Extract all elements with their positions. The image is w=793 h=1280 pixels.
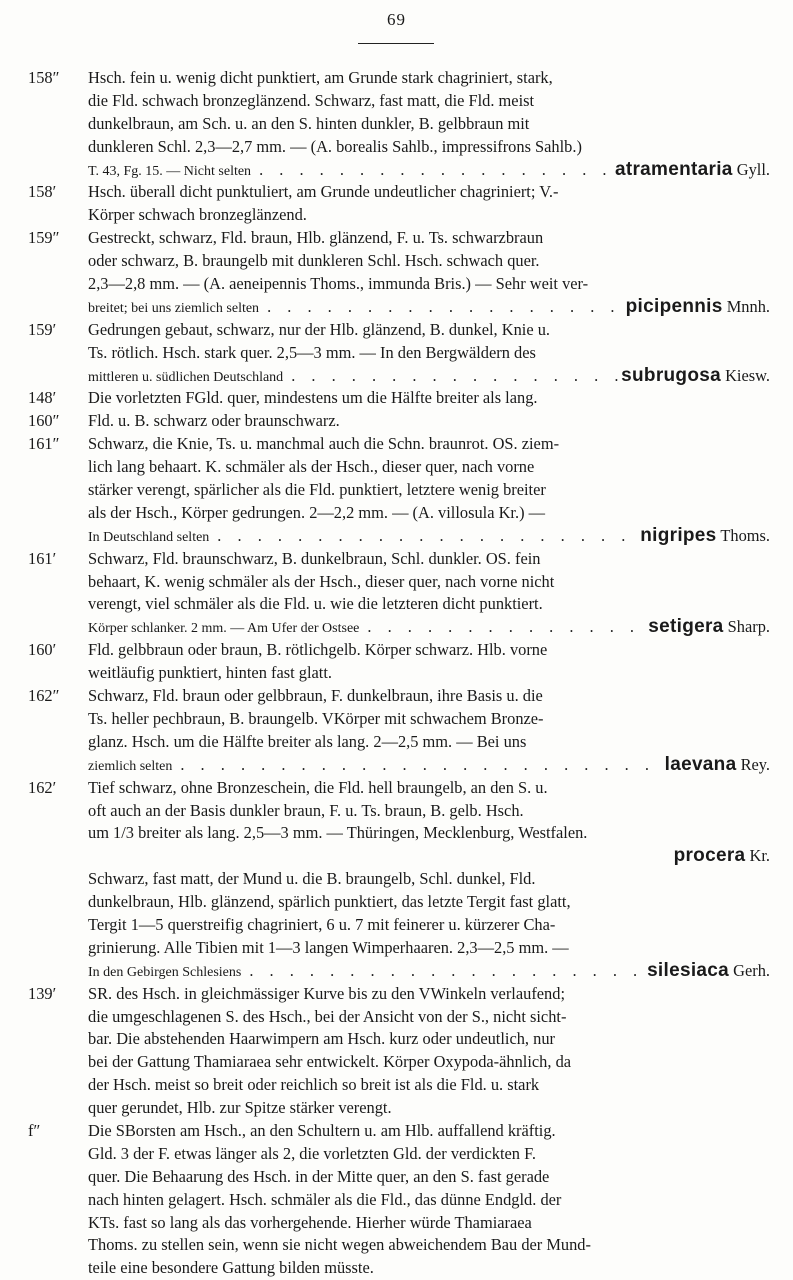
key-entry [0, 387, 793, 410]
key-entry [0, 777, 793, 869]
text-line [0, 571, 770, 594]
text-line [0, 365, 770, 388]
line-text: Hsch. überall dicht punktuliert, am Grunde undeutlicher chagriniert; V.- [88, 182, 559, 202]
text-line [0, 433, 770, 456]
line-text: Ts. heller pechbraun, B. braungelb. VKörper mit schwachem Bronze- [88, 708, 544, 728]
line-text: Thoms. zu stellen sein, wenn sie nicht wegen abweichendem Bau der Mund- [88, 1235, 591, 1255]
line-text: Körper schwach bronzeglänzend. [88, 205, 307, 225]
text-line [0, 754, 770, 777]
text-line [0, 1006, 770, 1029]
species-name: procera [673, 845, 746, 867]
line-text: stärker verengt, spärlicher als die Fld. punktiert, letztere wenig breiter [88, 480, 546, 500]
text-line [0, 891, 770, 914]
text-line [0, 800, 770, 823]
text-line [0, 525, 770, 548]
line-text: bar. Die abstehenden Haarwimpern am Hsch. kurz oder undeutlich, nur [88, 1029, 555, 1049]
species-author: Rey. [740, 754, 770, 774]
text-line [0, 639, 770, 662]
key-entry [0, 181, 793, 227]
text-line [0, 387, 770, 410]
couplet-number: 162″ [28, 686, 60, 706]
line-text: quer gerundet, Hlb. zur Spitze stärker verengt. [88, 1098, 392, 1118]
line-text: Die SBorsten am Hsch., an den Schultern u. am Hlb. auffallend kräftig. [88, 1120, 556, 1140]
couplet-number: 159′ [28, 319, 57, 339]
line-text: oder schwarz, B. braungelb mit dunkleren Schl. Hsch. schwach quer. [88, 251, 540, 271]
leader-dots [241, 960, 647, 983]
line-text: verengt, viel schmäler als die Fld. u. wie die letzteren dicht punktiert. [88, 594, 543, 614]
line-text: lich lang behaart. K. schmäler als der Hsch., dieser quer, nach vorne [88, 457, 535, 477]
leader-dots [359, 616, 648, 639]
line-text: dunkleren Schl. 2,3—2,7 mm. — (A. borealis Sahlb., impressifrons Sahlb.) [88, 136, 582, 156]
text-line [0, 960, 770, 983]
line-text: Gedrungen gebaut, schwarz, nur der Hlb. glänzend, B. dunkel, Knie u. [88, 319, 550, 339]
line-text: als der Hsch., Körper gedrungen. 2—2,2 mm. — (A. villosula Kr.) — [88, 502, 546, 522]
text-line [0, 593, 770, 616]
text-line [0, 342, 770, 365]
line-text: oft auch an der Basis dunkler braun, F. u. Ts. braun, B. gelb. Hsch. [88, 800, 524, 820]
key-entry [0, 868, 793, 982]
text-line [0, 1143, 770, 1166]
header-rule [358, 43, 434, 44]
text-line [0, 1120, 770, 1143]
text-line [0, 1028, 770, 1051]
text-line [0, 1097, 770, 1120]
distribution-text: breitet; bei uns ziemlich selten [88, 300, 260, 316]
line-text: weitläufig punktiert, hinten fast glatt. [88, 663, 332, 683]
species-author: Sharp. [727, 617, 770, 637]
leader-dots [251, 159, 615, 182]
leader-dots [259, 296, 626, 319]
couplet-number: 159″ [28, 228, 60, 248]
text-line [0, 1234, 770, 1257]
couplet-number: 158′ [28, 182, 57, 202]
line-text: quer. Die Behaarung des Hsch. in der Mitte quer, an den S. fast gerade [88, 1166, 550, 1186]
text-line [0, 1074, 770, 1097]
text-line [0, 868, 770, 891]
line-text: Schwarz, fast matt, der Mund u. die B. braungelb, Schl. dunkel, Fld. [88, 869, 536, 889]
line-text: Hsch. fein u. wenig dicht punktiert, am Grunde stark chagriniert, stark, [88, 68, 553, 87]
text-line [0, 204, 770, 227]
line-text: die Fld. schwach bronzeglänzend. Schwarz, fast matt, die Fld. meist [88, 90, 535, 110]
text-line [0, 708, 770, 731]
text-line [0, 616, 770, 639]
species-name: atramentaria [614, 158, 733, 180]
line-text: glanz. Hsch. um die Hälfte breiter als lang. 2—2,5 mm. — Bei uns [88, 731, 527, 751]
distribution-text: mittleren u. südlichen Deutschland [88, 369, 284, 385]
text-line [0, 662, 770, 685]
species-author: Thoms. [720, 525, 770, 545]
line-text: Ts. rötlich. Hsch. stark quer. 2,5—3 mm. — In den Bergwäldern des [88, 342, 536, 362]
leader-dots [172, 754, 664, 777]
text-line [0, 479, 770, 502]
distribution-text: Körper schlanker. 2 mm. — Am Ufer der Ostsee [88, 621, 360, 637]
line-text: 2,3—2,8 mm. — (A. aeneipennis Thoms., immunda Bris.) — Sehr weit ver- [88, 274, 589, 294]
text-line [0, 1189, 770, 1212]
key-entry [0, 410, 793, 433]
line-text: der Hsch. meist so breit oder reichlich so breit ist als die Fld. u. stark [88, 1075, 540, 1095]
text-line [0, 250, 770, 273]
key-entry [0, 319, 793, 388]
key-entry [0, 685, 793, 777]
key-entry [0, 639, 793, 685]
distribution-text: T. 43, Fg. 15. — Nicht selten [88, 163, 252, 179]
couplet-number: 139′ [28, 983, 57, 1003]
couplet-number: 160′ [28, 640, 57, 660]
species-author: Mnnh. [726, 296, 770, 316]
species-author: Gerh. [733, 960, 770, 980]
line-text: Fld. gelbbraun oder braun, B. rötlichgelb. Körper schwarz. Hlb. vorne [88, 640, 548, 660]
line-text: Schwarz, die Knie, Ts. u. manchmal auch die Schn. braunrot. OS. ziem- [88, 434, 560, 454]
text-line [0, 113, 770, 136]
text-line [0, 456, 770, 479]
line-text: Gestreckt, schwarz, Fld. braun, Hlb. glänzend, F. u. Ts. schwarzbraun [88, 228, 544, 248]
species-name: nigripes [640, 524, 717, 546]
species-name: subrugosa [621, 364, 721, 386]
text-line [0, 845, 770, 868]
text-line [0, 90, 770, 113]
line-text: KTs. fast so lang als das vorhergehende. Hierher würde Thamiaraea [88, 1212, 532, 1232]
text-line [0, 319, 770, 342]
line-text: um 1/3 breiter als lang. 2,5—3 mm. — Thüringen, Mecklenburg, Westfalen. [88, 823, 588, 843]
text-line [0, 731, 770, 754]
key-entry [0, 433, 793, 547]
couplet-number: 161″ [28, 434, 60, 454]
text-line [0, 410, 770, 433]
text-line [0, 273, 770, 296]
text-line [0, 159, 770, 182]
couplet-number: 161′ [28, 548, 57, 568]
line-text: Tief schwarz, ohne Bronzeschein, die Fld. hell braungelb, an den S. u. [88, 777, 548, 797]
text-line [0, 548, 770, 571]
line-text: teile eine besondere Gattung bilden müsste. [88, 1258, 374, 1278]
key-text [0, 67, 793, 1280]
couplet-number: 158″ [28, 68, 60, 87]
leader-dots [209, 525, 640, 548]
species-author: Gyll. [736, 159, 770, 179]
species-author: Kiesw. [725, 365, 770, 385]
line-text: Die vorletzten FGld. quer, mindestens um die Hälfte breiter als lang. [88, 388, 538, 408]
text-line [0, 227, 770, 250]
species-name: setigera [648, 616, 724, 638]
line-text: dunkelbraun, am Sch. u. an den S. hinten dunkler, B. gelbbraun mit [88, 113, 530, 133]
line-text: Tergit 1—5 querstreifig chagriniert, 6 u. 7 mit feinerer u. kürzerer Cha- [88, 914, 556, 934]
text-line [0, 914, 770, 937]
page-number: 69 [387, 10, 406, 29]
line-text: grinierung. Alle Tibien mit 1—3 langen Wimperhaaren. 2,3—2,5 mm. — [88, 937, 569, 957]
key-entry [0, 67, 793, 181]
text-line [0, 1257, 770, 1280]
text-line [0, 296, 770, 319]
line-text: dunkelbraun, Hlb. glänzend, spärlich punktiert, das letzte Tergit fast glatt, [88, 892, 571, 912]
text-line [0, 67, 770, 90]
text-line [0, 822, 770, 845]
text-line [0, 983, 770, 1006]
species-name: picipennis [625, 295, 723, 317]
text-line [0, 502, 770, 525]
line-text: Gld. 3 der F. etwas länger als 2, die vorletzten Gld. der verdickten F. [88, 1143, 536, 1163]
species-name: silesiaca [647, 959, 730, 981]
line-text: die umgeschlagenen S. des Hsch., bei der Ansicht von der S., nicht sicht- [88, 1006, 567, 1026]
species-name: laevana [664, 753, 737, 775]
text-line [0, 181, 770, 204]
text-line [0, 1166, 770, 1189]
line-text: behaart, K. wenig schmäler als der Hsch., dieser quer, nach vorne nicht [88, 571, 555, 591]
line-text: bei der Gattung Thamiaraea sehr entwickelt. Körper Oxypoda-ähnlich, da [88, 1052, 572, 1072]
text-line [0, 777, 770, 800]
couplet-number: 162′ [28, 777, 57, 797]
distribution-text: In Deutschland selten [88, 529, 210, 545]
text-line [0, 685, 770, 708]
couplet-number: f″ [28, 1120, 41, 1140]
couplet-number: 148′ [28, 388, 57, 408]
key-entry [0, 227, 793, 319]
line-text: SR. des Hsch. in gleichmässiger Kurve bis zu den VWinkeln verlaufend; [88, 983, 565, 1003]
key-entry [0, 983, 793, 1120]
leader-dots [283, 365, 621, 388]
couplet-number: 160″ [28, 411, 60, 431]
distribution-text: In den Gebirgen Schlesiens [88, 964, 242, 980]
line-text: Schwarz, Fld. braun oder gelbbraun, F. dunkelbraun, ihre Basis u. die [88, 686, 543, 706]
line-text: nach hinten gelagert. Hsch. schmäler als die Fld., das dünne Endgld. der [88, 1189, 562, 1209]
key-entry [0, 548, 793, 640]
key-entry [0, 1120, 793, 1280]
text-line [0, 136, 770, 159]
distribution-text: ziemlich selten [88, 758, 173, 774]
species-author: Kr. [749, 846, 770, 866]
line-text: Schwarz, Fld. braunschwarz, B. dunkelbraun, Schl. dunkler. OS. fein [88, 548, 541, 568]
text-line [0, 1051, 770, 1074]
line-text: Fld. u. B. schwarz oder braunschwarz. [88, 411, 340, 431]
text-line [0, 937, 770, 960]
